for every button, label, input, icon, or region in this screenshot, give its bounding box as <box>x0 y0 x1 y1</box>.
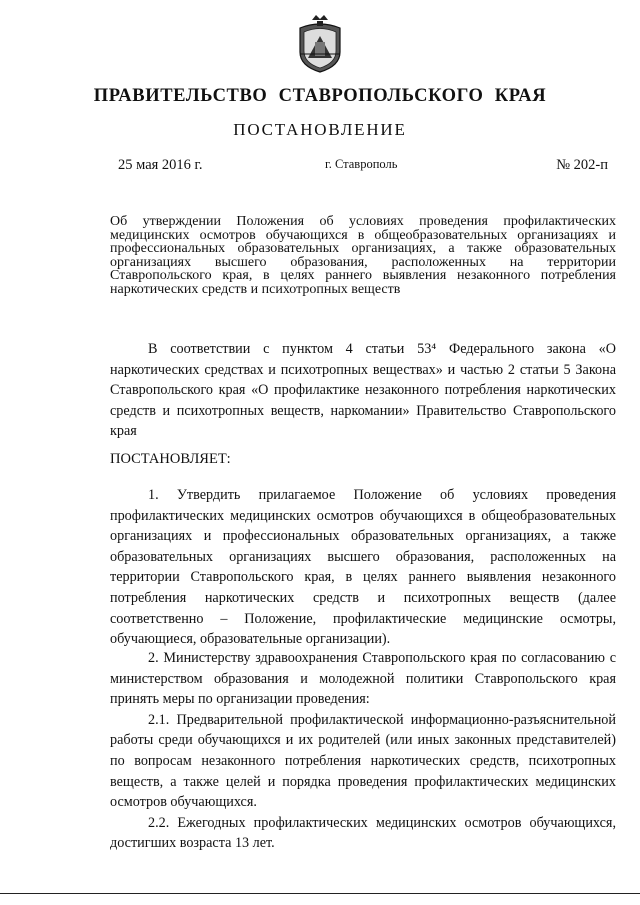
item-2-1-paragraph: 2.1. Предварительной профилактической информационно-разъяснительной работы среди обучающихся и их родителей (или иных законных представителей) по вопросам незаконного потребления наркотических средств, психотропных веществ, а также целей и порядка проведения профилактических медицинских осмотров обучающихся. <box>110 711 616 811</box>
item-2-block <box>110 648 616 854</box>
coat-of-arms-icon <box>294 12 346 74</box>
item-1-block <box>110 485 616 650</box>
decree-heading: ПОСТАНОВЛЯЕТ: <box>110 451 231 467</box>
document-number: № 202-п <box>556 157 608 173</box>
document-subject: Об утверждении Положения об условиях проведения профилактических медицинских осмотров обучающихся в общеобразовательных организациях и профессиональных образовательных организациях, а также образовательных организациях высшего образования, расположенных на территории Ставропольского края, в целях раннего выявления незаконного потребления наркотических средств и психотропных веществ <box>110 214 616 297</box>
item-2-paragraph: 2. Министерству здравоохранения Ставропольского края по согласованию с министерством образования и молодежной политики Ставропольского края принять меры по организации проведения: <box>110 650 616 708</box>
page-bottom-divider <box>0 893 640 894</box>
preamble-block <box>110 339 616 442</box>
document-type: ПОСТАНОВЛЕНИЕ <box>233 120 407 139</box>
document-city: г. Ставрополь <box>325 157 398 171</box>
preamble-paragraph: В соответствии с пунктом 4 статьи 53⁴ Федерального закона «О наркотических средствах и психотропных веществах» и частью 2 статьи 5 Закона Ставропольского края «О профилактике незаконного потребления наркотических средств и психотропных веществ, наркомании» Правительство Ставропольского края <box>110 341 616 440</box>
document-date: 25 мая 2016 г. <box>118 157 203 173</box>
coat-of-arms-emblem <box>0 12 640 74</box>
item-1-paragraph: 1. Утвердить прилагаемое Положение об условиях проведения профилактических медицинских осмотров обучающихся в общеобразовательных организациях и профессиональных образовательных организациях, а также образовательных организациях высшего образования, расположенных на территории Ставропольского края, в целях раннего выявления незаконного потребления наркотических средств и психотропных веществ (далее соответственно – Положение, профилактические медицинские осмотры, обучающиеся, образовательные организации). <box>110 487 616 648</box>
government-title: ПРАВИТЕЛЬСТВО СТАВРОПОЛЬСКОГО КРАЯ <box>93 86 547 106</box>
item-2-2-paragraph: 2.2. Ежегодных профилактических медицинских осмотров обучающихся, достигших возраста 13 лет. <box>110 814 616 852</box>
